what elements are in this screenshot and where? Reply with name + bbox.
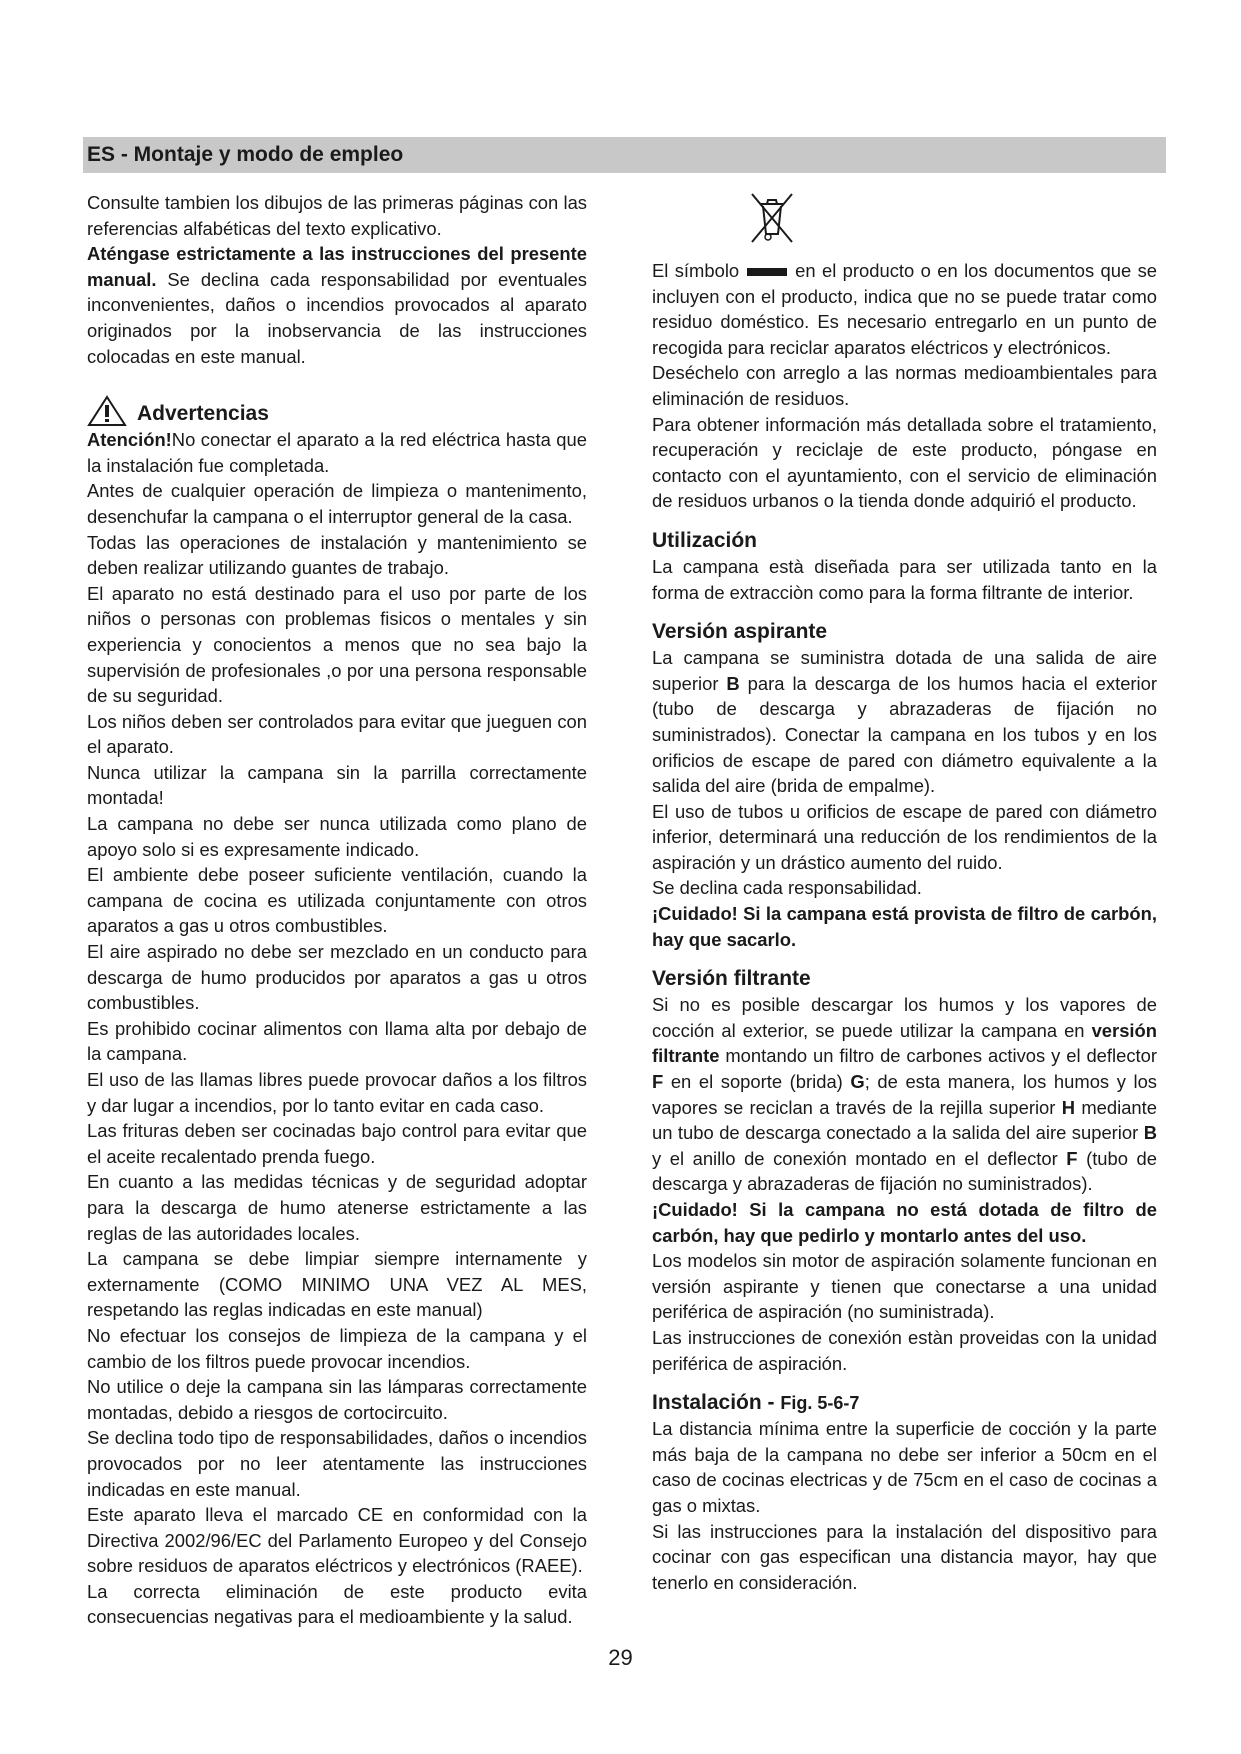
aspirating-text: para la descarga de los humos hacia el exterior (tubo de descarga y abrazaderas de fijación no suministrados). Conectar la campana en los tubos y en los orificios de escape de pared con diámetro equivalente a la salida del aire (brida de empalme). xyxy=(652,672,1157,797)
warning-paragraph: El uso de las llamas libres puede provocar daños a los filtros y dar lugar a incendios, por lo tanto evitar en cada caso. xyxy=(87,1069,587,1116)
filtering-paragraph: Los modelos sin motor de aspiración solamente funcionan en versión aspirante y tienen que conectarse a una unidad periférica de aspiración (no suministrada). xyxy=(652,1250,1157,1323)
caution-text: ¡Cuidado! Si la campana no está dotada de filtro de carbón, hay que pedirlo y montarlo antes del uso. xyxy=(652,1199,1157,1246)
warning-paragraph: La campana se debe limpiar siempre internamente y externamente (COMO MINIMO UNA VEZ AL MES, respetando las reglas indicadas en este manual) xyxy=(87,1248,587,1321)
manual-notice-bold: Aténgase estrictamente a las instrucciones del presente manual. xyxy=(87,243,587,290)
use-title: Utilización xyxy=(652,528,758,552)
right-column xyxy=(652,190,1157,1595)
installation-section xyxy=(652,1390,1157,1595)
ref-letter: G xyxy=(850,1071,865,1093)
warning-paragraph: La correcta eliminación de este producto evita consecuencias negativas para el medioambiente y la salud. xyxy=(87,1580,587,1628)
warnings-title: Advertencias xyxy=(137,402,269,426)
use-section xyxy=(652,528,1157,605)
aspirating-text: La campana se suministra dotada de una salida de aire superior xyxy=(652,647,1157,694)
ref-letter: F xyxy=(1066,1147,1078,1169)
aspirating-title: Versión aspirante xyxy=(652,620,828,644)
warning-paragraph: Nunca utilizar la campana sin la parrilla correctamente montada! xyxy=(87,761,587,809)
weee-symbol-container xyxy=(652,190,1157,250)
warning-paragraph: Las frituras deben ser cocinadas bajo control para evitar que el aceite recalentado prenda fuego. xyxy=(87,1120,587,1167)
warnings-heading-row xyxy=(87,395,587,427)
warning-paragraph: En cuanto a las medidas técnicas y de seguridad adoptar para la descarga de humo atenerse estrictamente a las reglas de las autoridades locales. xyxy=(87,1171,587,1244)
intro-paragraph: Consulte tambien los dibujos de las primeras páginas con las referencias alfabéticas del texto explicativo. xyxy=(87,192,587,239)
warning-paragraph: Es prohibido cocinar alimentos con llama alta por debajo de la campana. xyxy=(87,1017,587,1065)
installation-title xyxy=(652,1390,1157,1416)
aspirating-paragraph: Se declina cada responsabilidad. xyxy=(652,877,922,899)
filtering-text: Si no es posible descargar los humos y los vapores de cocción al exterior, se puede utilizar la campana en xyxy=(652,994,1157,1041)
manual-notice-paragraph xyxy=(87,241,587,369)
warning-paragraph: La campana no debe ser nunca utilizada como plano de apoyo solo si es expresamente indicado. xyxy=(87,813,587,860)
filtering-text: montando un filtro de carbones activos y el deflector xyxy=(719,1045,1157,1067)
filtering-section xyxy=(652,966,1157,1376)
ref-letter: B xyxy=(1143,1122,1157,1144)
attention-paragraph xyxy=(87,427,587,478)
filtering-text: mediante un tubo de descarga conectado a la salida del aire superior xyxy=(652,1096,1157,1144)
filtering-text: y el anillo de conexión montado en el deflector xyxy=(652,1147,1067,1169)
page-number: 29 xyxy=(608,1645,633,1670)
left-column xyxy=(87,190,587,1630)
aspirating-section xyxy=(652,619,1157,952)
crossed-bin-icon xyxy=(744,190,800,246)
aspirating-paragraph: El uso de tubos u orificios de escape de pared con diámetro inferior, determinará una reducción de los rendimientos de la aspiración y un drástico aumento del ruido. xyxy=(652,800,1157,873)
installation-paragraph: Si las instrucciones para la instalación del dispositivo para cocinar con gas especifican una distancia mayor, hay que tenerlo en consideración. xyxy=(652,1520,1157,1593)
warning-paragraph: El ambiente debe poseer suficiente ventilación, cuando la campana de cocina es utilizada conjuntamente con otros aparatos a gas u otros combustibles. xyxy=(87,864,587,937)
filtering-paragraph: Las instrucciones de conexión estàn proveidas con la unidad periférica de aspiración. xyxy=(652,1326,1157,1374)
filtering-text: ; de esta manera, los humos y los vapores se reciclan a través de la rejilla superior xyxy=(652,1071,1157,1118)
filtering-caution xyxy=(652,1197,1157,1248)
warning-paragraph: No utilice o deje la campana sin las lámparas correctamente montadas, debido a riesgos de cortocircuito. xyxy=(87,1376,587,1423)
filtering-text: (tubo de descarga y abrazaderas de fijación no suministrados). xyxy=(652,1147,1157,1195)
warning-paragraph: Este aparato lleva el marcado CE en conformidad con la Directiva 2002/96/EC del Parlamento Europeo y del Consejo sobre residuos de aparatos eléctricos y electrónicos (RAEE). xyxy=(87,1504,587,1577)
filtering-bold: versión filtrante xyxy=(652,1019,1157,1067)
warning-paragraph: No efectuar los consejos de limpieza de la campana y el cambio de los filtros puede provocar incendios. xyxy=(87,1324,587,1372)
section-title: ES - Montaje y modo de empleo xyxy=(87,143,404,166)
filtering-title: Versión filtrante xyxy=(652,967,811,991)
aspirating-caution xyxy=(652,901,1157,952)
warning-triangle-icon xyxy=(87,395,127,427)
info-paragraph: Para obtener información más detallada sobre el tratamiento, recuperación y reciclaje de este producto, póngase en contacto con el ayuntamiento, con el servicio de eliminación de residuos urbanos o la tienda donde adquirió el producto. xyxy=(652,413,1157,512)
caution-text: ¡Cuidado! Si la campana está provista de filtro de carbón, hay que sacarlo. xyxy=(652,903,1157,950)
ref-letter: B xyxy=(726,672,740,694)
symbol-text-pre: El símbolo xyxy=(652,260,740,281)
warning-paragraph: Antes de cualquier operación de limpieza o mantenimento, desenchufar la campana o el interruptor general de la casa. xyxy=(87,480,587,527)
black-bar-symbol-icon xyxy=(747,268,787,276)
aspirating-paragraph xyxy=(652,645,1157,799)
warning-paragraph: Todas las operaciones de instalación y mantenimiento se deben realizar utilizando guantes de trabajo. xyxy=(87,531,587,579)
warning-paragraph: El aire aspirado no debe ser mezclado en un conducto para descarga de humo producidos por aparatos a gas u otros combustibles. xyxy=(87,941,587,1014)
dispose-paragraph: Deséchelo con arreglo a las normas medioambientales para eliminación de residuos. xyxy=(652,362,1157,409)
ref-letter: F xyxy=(652,1071,664,1093)
warning-paragraph: El aparato no está destinado para el uso por parte de los niños o personas con problemas fisicos o mentales y sin experiencia y conocientos a menos que no sea bajo la supervisión de profesionales ,o por una persona responsable de su seguridad. xyxy=(87,582,587,707)
figure-reference: Fig. 5-6-7 xyxy=(780,1393,860,1414)
installation-title-text: Instalación - xyxy=(652,1391,781,1415)
symbol-paragraph xyxy=(652,258,1157,360)
filtering-paragraph xyxy=(652,992,1157,1197)
attention-bold: Atención! xyxy=(87,429,172,451)
warning-paragraph: Se declina todo tipo de responsabilidades, daños o incendios provocados por no leer atentamente las instrucciones indicadas en este manual. xyxy=(87,1427,587,1500)
attention-text: No conectar el aparato a la red eléctrica hasta que la instalación fue completada. xyxy=(87,429,587,476)
installation-paragraph: La distancia mínima entre la superficie de cocción y la parte más baja de la campana no debe ser inferior a 50cm en el caso de cocinas electricas y de 75cm en el caso de cocinas a gas o mixtas. xyxy=(652,1418,1157,1516)
use-paragraph: La campana està diseñada para ser utilizada tanto en la forma de extracciòn como para la forma filtrante de interior. xyxy=(652,555,1157,603)
section-header-bar xyxy=(83,137,1166,173)
ref-letter: H xyxy=(1061,1096,1075,1118)
filtering-text: en el soporte (brida) xyxy=(663,1071,851,1093)
symbol-text-post: en el producto o en los documentos que se incluyen con el producto, indica que no se puede tratar como residuo doméstico. Es necesario entregarlo en un punto de recogida para reciclar aparatos eléctricos y electrónicos. xyxy=(652,260,1158,358)
manual-notice-text: Se declina cada responsabilidad por eventuales inconvenientes, daños o incendios provocados al aparato originados por la inobservancia de las instrucciones colocadas en este manual. xyxy=(87,268,587,367)
warning-paragraph: Los niños deben ser controlados para evitar que jueguen con el aparato. xyxy=(87,710,587,758)
